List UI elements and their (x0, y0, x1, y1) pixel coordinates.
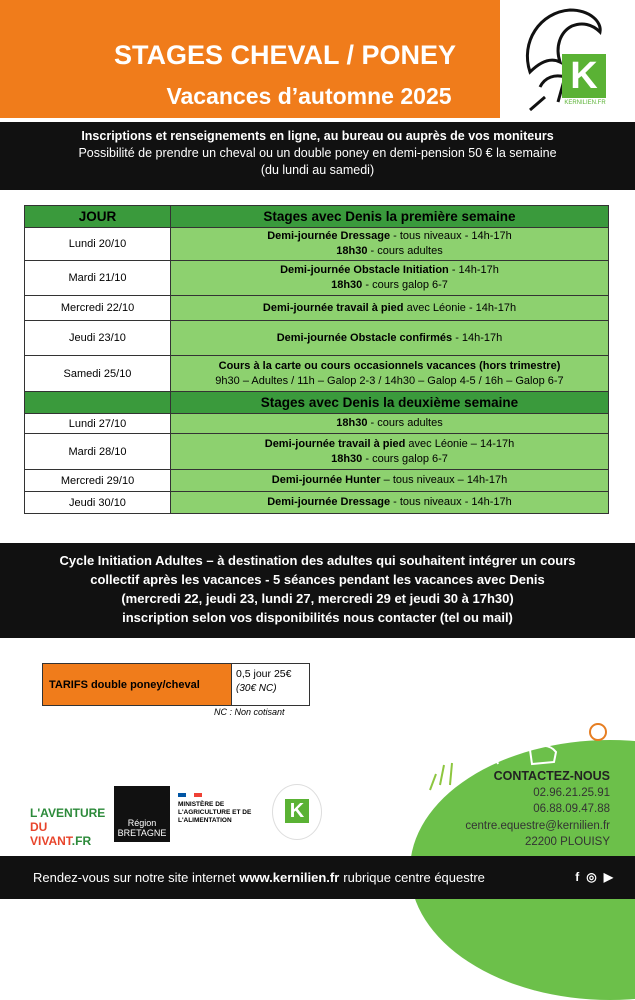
region-bretagne-logo (114, 786, 170, 842)
day-cell: Samedi 25/10 (25, 356, 171, 392)
table-row (25, 470, 609, 492)
schedule-table (24, 205, 609, 514)
contact-phone-1[interactable]: 02.96.21.25.91 (533, 786, 610, 799)
cycle-line-3: (mercredi 22, jeudi 23, lundi 27, mercredi 29 et jeudi 30 à 17h30) (121, 591, 514, 606)
social-icons (575, 870, 613, 884)
french-flag-icon (178, 793, 202, 797)
activity-title: Demi-journée Dressage (267, 496, 391, 508)
activity-title: Demi-journée travail à pied (262, 301, 404, 314)
activity-detail-2: - cours galop 6-7 (362, 279, 448, 291)
activity-detail-2: - cours galop 6-7 (362, 452, 448, 465)
activity-title: Demi-journée Obstacle Initiation (280, 264, 449, 276)
day-cell: Mardi 21/10 (25, 261, 171, 296)
activity-detail: - tous niveaux - 14h-17h (390, 230, 512, 242)
activity-detail-2: 9h30 – Adultes / 11h – Galop 2-3 / 14h30 – Galop 4-5 / 16h – Galop 6-7 (215, 374, 564, 387)
tarifs-price: 0,5 jour 25€ (236, 668, 292, 680)
table-row (25, 356, 609, 392)
ministere-text: MINISTÈRE DE L'AGRICULTURE ET DE L'ALIMENTATION (178, 801, 252, 824)
table-row (25, 296, 609, 321)
contact-block (465, 768, 610, 851)
activity-detail: – tous niveaux – 14h-17h (380, 474, 508, 486)
page-title: STAGES CHEVAL / PONEY (113, 40, 457, 70)
table-header-row (25, 392, 609, 414)
contact-phone-2[interactable]: 06.88.09.47.88 (533, 803, 610, 815)
day-cell: Jeudi 23/10 (25, 321, 171, 356)
info-line-1: Inscriptions et renseignements en ligne, au bureau ou auprès de vos moniteurs (81, 129, 554, 143)
aventure-logo-suffix: .FR (71, 834, 92, 848)
cycle-banner (0, 543, 635, 638)
activity-cell (171, 296, 609, 321)
tarifs-value (232, 664, 295, 705)
table-row (25, 321, 609, 356)
logo-caption: KERNILIEN.FR (564, 100, 606, 106)
ministere-logo (178, 793, 268, 825)
activity-title: Cours à la carte ou cours occasionnels vacances (hors trimestre) (218, 359, 561, 372)
col-day-header: JOUR (25, 206, 171, 228)
activity-cell (171, 356, 609, 392)
bretagne-logo-line-1: Région (127, 818, 157, 828)
table-header-row (25, 206, 609, 228)
aventure-logo-line-1: L'AVENTURE (30, 806, 106, 820)
bretagne-logo-line-2: BRETAGNE (117, 828, 167, 838)
activity-detail-2: - cours adultes (367, 245, 443, 257)
tarifs-price-nc: (30€ NC) (236, 683, 277, 694)
cycle-line-1: Cycle Initiation Adultes – à destination des adultes qui souhaitent intégrer un cours (59, 553, 576, 568)
activity-cell (171, 414, 609, 434)
tarifs-label: TARIFS double poney/cheval (43, 664, 232, 705)
activity-detail: - 14h-17h (452, 331, 503, 344)
aventure-logo-line-2: DU VIVANT (30, 820, 72, 848)
table-row (25, 492, 609, 514)
footer-website-link[interactable]: www.kernilien.fr (239, 870, 340, 885)
cycle-line-2: collectif après les vacances - 5 séances pendant les vacances avec Denis (90, 572, 545, 587)
table-row (25, 261, 609, 296)
kernilien-small-logo (272, 784, 322, 840)
contact-title: CONTACTEZ-NOUS (493, 769, 610, 783)
week1-header: Stages avec Denis la première semaine (171, 206, 609, 228)
activity-cell (171, 434, 609, 470)
kernilien-small-letter: K (285, 799, 309, 823)
table-row (25, 434, 609, 470)
aventure-du-vivant-logo (30, 806, 110, 848)
day-cell: Lundi 27/10 (25, 414, 171, 434)
activity-time: 18h30 (331, 452, 363, 465)
week2-spacer (25, 392, 171, 414)
day-cell: Mardi 28/10 (25, 434, 171, 470)
week2-header: Stages avec Denis la deuxième semaine (171, 392, 609, 414)
day-cell: Mercredi 29/10 (25, 470, 171, 492)
kernilien-logo (510, 2, 610, 116)
activity-detail: avec Léonie – 14-17h (405, 437, 515, 450)
tarifs-box (42, 663, 310, 706)
activity-cell (171, 321, 609, 356)
activity-title: Demi-journée Hunter (271, 474, 381, 486)
page-subtitle: Vacances d’automne 2025 (166, 83, 452, 109)
activity-detail: - 14h-17h (448, 264, 499, 276)
info-line-2: Possibilité de prendre un cheval ou un double poney en demi-pension 50 € la semaine (78, 146, 557, 160)
table-row (25, 414, 609, 434)
footer-bar (0, 856, 635, 899)
nc-note: NC : Non cotisant (214, 707, 285, 717)
activity-detail-2: - cours adultes (367, 417, 443, 429)
table-row (25, 228, 609, 261)
facebook-icon[interactable]: f (575, 870, 580, 884)
logo-letter: K (562, 54, 606, 98)
day-cell: Lundi 20/10 (25, 228, 171, 261)
activity-cell (171, 261, 609, 296)
info-line-3: (du lundi au samedi) (260, 163, 375, 177)
activity-title: Demi-journée travail à pied (264, 437, 406, 450)
activity-cell (171, 470, 609, 492)
cycle-line-4: inscription selon vos disponibilités nous contacter (tel ou mail) (122, 610, 513, 625)
day-cell: Mercredi 22/10 (25, 296, 171, 321)
contact-email[interactable]: centre.equestre@kernilien.fr (465, 819, 610, 832)
contact-city: 22200 PLOUISY (524, 836, 610, 848)
activity-title: Demi-journée Obstacle confirmés (276, 331, 453, 344)
activity-detail: avec Léonie - 14h-17h (403, 301, 517, 314)
day-cell: Jeudi 30/10 (25, 492, 171, 514)
activity-detail: - tous niveaux - 14h-17h (390, 496, 512, 508)
activity-time: 18h30 (336, 245, 368, 257)
youtube-icon[interactable]: ▶ (603, 870, 613, 884)
activity-time: 18h30 (331, 279, 363, 291)
instagram-icon[interactable]: ◎ (586, 870, 597, 884)
activity-title: Demi-journée Dressage (267, 230, 391, 242)
info-banner (0, 122, 635, 190)
footer-text-post: rubrique centre équestre (343, 870, 485, 885)
activity-cell (171, 492, 609, 514)
activity-cell (171, 228, 609, 261)
footer-text-pre: Rendez-vous sur notre site internet (33, 870, 236, 885)
activity-time: 18h30 (336, 417, 368, 429)
